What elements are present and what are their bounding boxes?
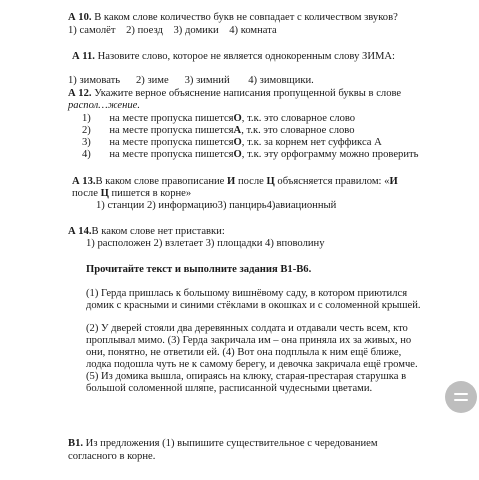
menu-bar <box>454 393 468 395</box>
text-line: большой соломенной шляпе, расписанной чудесными цветами. <box>86 383 373 394</box>
b1-number: В1. <box>68 438 84 449</box>
a12-question: Укажите верное объяснение написания пропущенной буквы в слове <box>94 88 402 99</box>
a11-option-4: 4) зимовщики. <box>248 75 314 86</box>
text-line: (5) Из домика вышла, опираясь на клюку, старая-престарая старушка в <box>86 371 407 382</box>
text-line: они, понятно, не ответили ей. (4) Вот она подплыла к ним ещё ближе, <box>86 347 402 358</box>
text-line: лодка подошла чуть не к самому берегу, и девочка закричала ещё громче. <box>86 359 418 370</box>
a12-word: распол…жение. <box>68 100 140 111</box>
a12-item-rest: , т.к. это словарное слово <box>241 113 356 124</box>
a10-number: А 10. <box>68 12 92 23</box>
a11-options <box>68 74 314 87</box>
a12-item-text: на месте пропуска пишется <box>109 113 234 124</box>
a12-item-letter: О <box>233 137 242 148</box>
a13-question: после <box>235 176 267 187</box>
a11-number: А 11. <box>72 51 95 62</box>
a14-number: А 14. <box>68 226 92 237</box>
a13-letter: Ц <box>266 176 275 187</box>
a14-options: 1) расположен 2) взлетает 3) площадки 4) вповолину <box>86 238 325 249</box>
a13-question: пишется в корне» <box>108 188 192 199</box>
a13-question: В каком слове правописание <box>95 176 228 187</box>
b1-question: Из предложения (1) выпишите существительное с чередованием <box>85 438 378 449</box>
a12-item-4 <box>82 148 418 161</box>
a12-item-number: 1) <box>82 113 91 124</box>
a13-question: объясняется правилом: « <box>274 176 390 187</box>
a11-option-1: 1) зимовать <box>68 75 121 86</box>
a13-options: 1) станции 2) информацию3) панцирь4)авиационный <box>96 200 337 211</box>
a13-letter: Ц <box>100 188 109 199</box>
a12-item-rest: , т.к. за корнем нет суффикса А <box>241 137 382 148</box>
a12-item-letter: О <box>233 149 242 160</box>
a13-number: А 13. <box>72 176 96 187</box>
a10-question-line <box>68 11 398 24</box>
b1-question-line-2: согласного в корне. <box>68 451 156 462</box>
text-line: (1) Герда пришлась к большому вишнёвому саду, в котором приютился <box>86 288 408 299</box>
menu-bar <box>454 399 468 401</box>
task-header: Прочитайте текст и выполните задания В1-В6. <box>86 264 312 275</box>
a12-item-letter: О <box>233 113 242 124</box>
a11-option-2: 2) зиме <box>135 75 169 86</box>
hamburger-menu-icon[interactable] <box>445 381 477 413</box>
a10-option-3: 3) домики <box>173 25 219 36</box>
a12-item-letter: А <box>233 125 242 136</box>
text-line: проплывал мимо. (3) Герда закричала им – она приняла их за живых, но <box>86 335 412 346</box>
a10-option-2: 2) поезд <box>126 25 163 36</box>
a12-number: А 12. <box>68 88 92 99</box>
b1-question-line <box>68 437 378 450</box>
a11-question-line <box>72 50 395 63</box>
text-line: домик с красными и синими стёклами в окошках и с соломенной крышей. <box>86 300 421 311</box>
a12-item-number: 3) <box>82 137 91 148</box>
a12-item-number: 4) <box>82 149 91 160</box>
a11-option-3: 3) зимний <box>184 75 230 86</box>
a12-item-rest: , т.к. эту орфограмму можно проверить <box>241 149 419 160</box>
a13-letter: И <box>389 176 398 187</box>
a10-option-1: 1) самолёт <box>68 25 116 36</box>
a12-item-number: 2) <box>82 125 91 136</box>
a10-option-4: 4) комната <box>229 25 277 36</box>
a12-item-text: на месте пропуска пишется <box>109 125 234 136</box>
a13-letter: И <box>227 176 236 187</box>
a13-question: после <box>72 188 101 199</box>
a12-item-text: на месте пропуска пишется <box>109 137 234 148</box>
text-line: (2) У дверей стояли два деревянных солдата и отдавали честь всем, кто <box>86 323 408 334</box>
a14-question: В каком слове нет приставки: <box>91 226 225 237</box>
a11-question: Назовите слово, которое не является однокоренным слову ЗИМА: <box>97 51 395 62</box>
a12-item-text: на месте пропуска пишется <box>109 149 234 160</box>
a12-item-rest: , т.к. это словарное слово <box>241 125 355 136</box>
a10-question: В каком слове количество букв не совпадает с количеством звуков? <box>94 12 398 23</box>
a10-options <box>68 24 277 37</box>
